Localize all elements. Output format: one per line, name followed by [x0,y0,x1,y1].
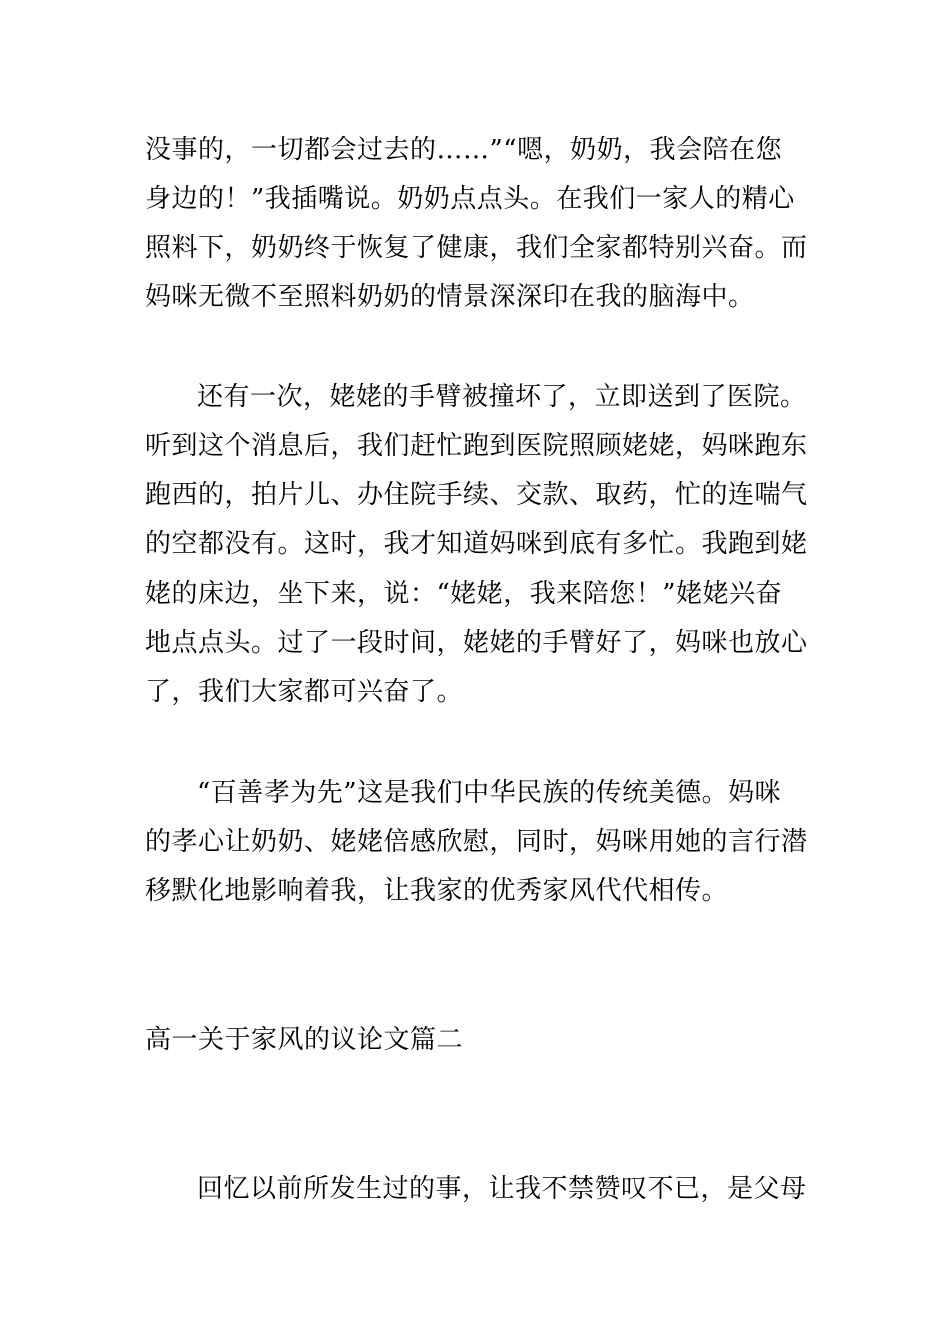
text-line: 照料下，奶奶终于恢复了健康，我们全家都特别兴奋。而 [145,233,808,263]
text-line: 了，我们大家都可兴奋了。 [145,677,464,707]
text-line: 地点点头。过了一段时间，姥姥的手臂好了，妈咪也放心 [145,628,808,658]
text-line: 还有一次，姥姥的手臂被撞坏了，立即送到了医院。 [197,382,807,412]
text-line: 听到这个消息后，我们赶忙跑到医院照顾姥姥，妈咪跑东 [145,431,808,461]
text-line: 的孝心让奶奶、姥姥倍感欣慰，同时，妈咪用她的言行潜 [145,827,808,857]
text-line: “百善孝为先”这是我们中华民族的传统美德。妈咪 [197,778,782,808]
section-heading: 高一关于家风的议论文篇二 [145,1025,464,1055]
text-line: 跑西的，拍片儿、办住院手续、交款、取药，忙的连喘气 [145,480,808,510]
text-line: 身边的！”我插嘴说。奶奶点点头。在我们一家人的精心 [145,184,795,214]
text-line: 回忆以前所发生过的事，让我不禁赞叹不已，是父母 [197,1174,807,1204]
text-line: 的空都没有。这时，我才知道妈咪到底有多忙。我跑到姥 [145,529,808,559]
text-line: 姥的床边，坐下来，说：“姥姥，我来陪您！”姥姥兴奋 [145,579,783,609]
text-line: 移默化地影响着我，让我家的优秀家风代代相传。 [145,876,729,906]
text-line: 没事的，一切都会过去的……”“嗯，奶奶，我会陪在您 [145,135,783,165]
text-line: 妈咪无微不至照料奶奶的情景深深印在我的脑海中。 [145,282,755,312]
